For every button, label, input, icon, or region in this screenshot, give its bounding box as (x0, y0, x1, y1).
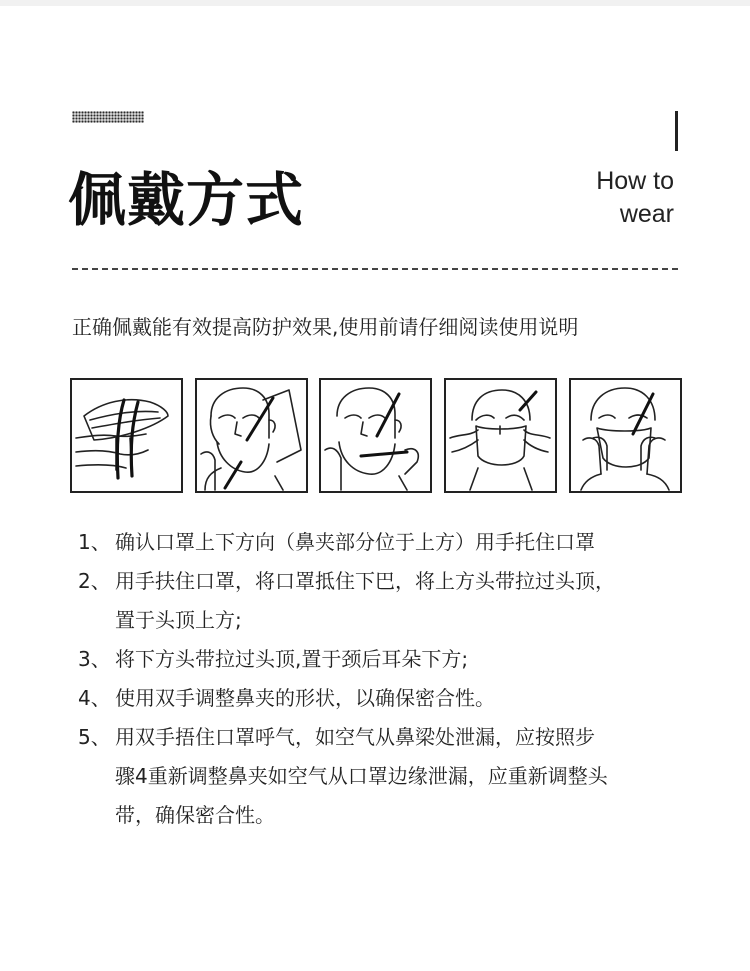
english-title-line-1: How to (596, 167, 674, 195)
step-2 (78, 562, 698, 640)
intro-text: 正确佩戴能有效提高防护效果,使用前请仔细阅读使用说明 (72, 315, 579, 339)
english-title (596, 165, 674, 231)
illustration-strip (70, 378, 682, 493)
top-strip (0, 0, 750, 6)
english-title-line-2: wear (619, 200, 674, 228)
illustration-panel-5 (569, 378, 682, 493)
step-text: 确认口罩上下方向（鼻夹部分位于上方）用手托住口罩 (115, 530, 595, 554)
step-text-continued: 骤4重新调整鼻夹如空气从口罩边缘泄漏，应重新调整头 (115, 764, 608, 788)
step-1 (78, 523, 698, 562)
illustration-panel-2 (195, 378, 308, 493)
lower-strap-illustration (321, 380, 430, 491)
step-text: 使用双手调整鼻夹的形状，以确保密合性。 (115, 686, 495, 710)
steps-list (78, 523, 698, 835)
step-number: 3、 (78, 647, 111, 671)
step-4 (78, 679, 698, 718)
place-mask-illustration (197, 380, 306, 491)
step-number: 5、 (78, 725, 111, 749)
step-number: 1、 (78, 530, 111, 554)
step-text: 用手扶住口罩，将口罩抵住下巴，将上方头带拉过头顶， (115, 569, 615, 593)
step-number: 2、 (78, 569, 111, 593)
step-number: 4、 (78, 686, 111, 710)
step-3 (78, 640, 698, 679)
dot-pattern-decoration (72, 111, 144, 123)
vertical-bar-decoration (675, 111, 678, 151)
nose-clip-illustration (446, 380, 555, 491)
seal-check-illustration (571, 380, 680, 491)
illustration-panel-4 (444, 378, 557, 493)
step-text: 用双手捂住口罩呼气，如空气从鼻梁处泄漏，应按照步 (115, 725, 595, 749)
page-title: 佩戴方式 (68, 166, 305, 234)
illustration-panel-3 (319, 378, 432, 493)
step-5 (78, 718, 698, 835)
step-text: 将下方头带拉过头顶,置于颈后耳朵下方; (115, 647, 469, 671)
illustration-panel-1 (70, 378, 183, 493)
hold-mask-illustration (72, 380, 181, 491)
step-text-continued: 置于头顶上方; (115, 608, 242, 632)
step-text-continued: 带，确保密合性。 (115, 803, 275, 827)
dashed-divider (72, 268, 678, 270)
